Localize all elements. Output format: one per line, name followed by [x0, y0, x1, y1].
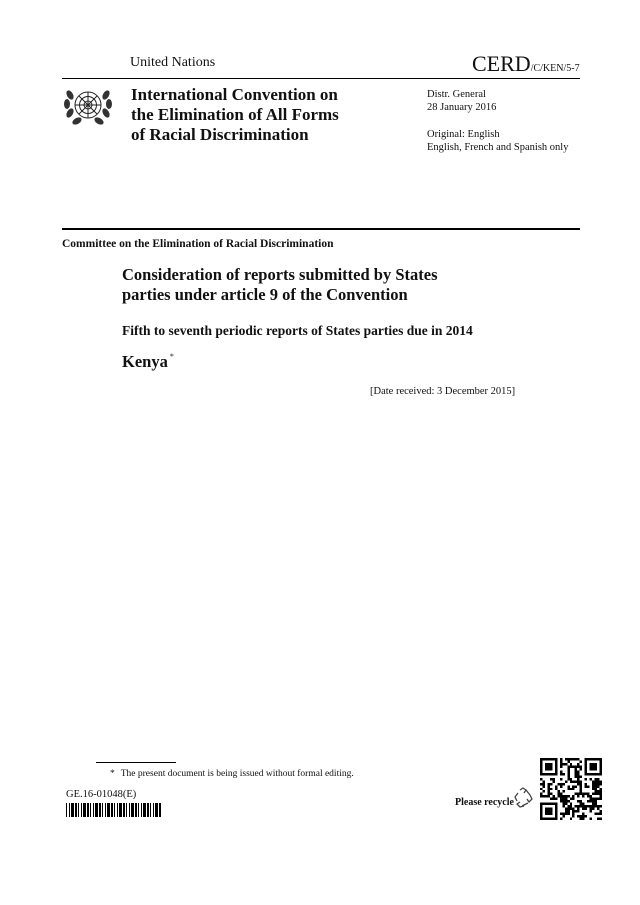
symbol-main: CERD: [472, 51, 531, 76]
un-emblem-icon: [62, 83, 114, 129]
available-languages: English, French and Spanish only: [427, 142, 569, 153]
convention-title-line: the Elimination of All Forms: [131, 105, 339, 124]
language-block: [427, 128, 568, 154]
distribution: Distr. General: [427, 89, 486, 100]
committee-name: Committee on the Elimination of Racial Discrimination: [62, 238, 334, 250]
barcode-icon: [66, 803, 162, 817]
country-title: [122, 352, 174, 372]
original-language: Original: English: [427, 129, 500, 140]
title-rule: [62, 228, 580, 230]
qr-code-icon: [540, 758, 602, 820]
recycle-icon: [511, 786, 535, 810]
footnote-mark: *: [110, 769, 115, 779]
footnote-text: The present document is being issued without formal editing.: [120, 769, 354, 779]
country-footnote-mark[interactable]: *: [169, 352, 174, 361]
issue-date: 28 January 2016: [427, 102, 497, 113]
footnote: [96, 769, 354, 779]
footnote-separator: [96, 762, 176, 763]
convention-title: [131, 85, 411, 145]
report-heading-line: Consideration of reports submitted by States: [122, 265, 438, 284]
convention-title-line: of Racial Discrimination: [131, 125, 309, 144]
symbol-suffix: /C/KEN/5-7: [530, 63, 580, 74]
header-rule: [62, 78, 580, 79]
report-heading: [122, 265, 542, 305]
document-symbol: [472, 51, 580, 77]
distribution-block: [427, 88, 496, 114]
date-received: [Date received: 3 December 2015]: [370, 386, 516, 397]
document-code: GE.16-01048(E): [66, 789, 137, 800]
org-name: United Nations: [130, 55, 216, 70]
country-name: Kenya: [122, 352, 168, 371]
recycle-label: Please recycle: [455, 797, 514, 808]
report-heading-line: parties under article 9 of the Convention: [122, 285, 408, 304]
report-subheading: Fifth to seventh periodic reports of States parties due in 2014: [122, 323, 473, 338]
convention-title-line: International Convention on: [131, 85, 338, 104]
